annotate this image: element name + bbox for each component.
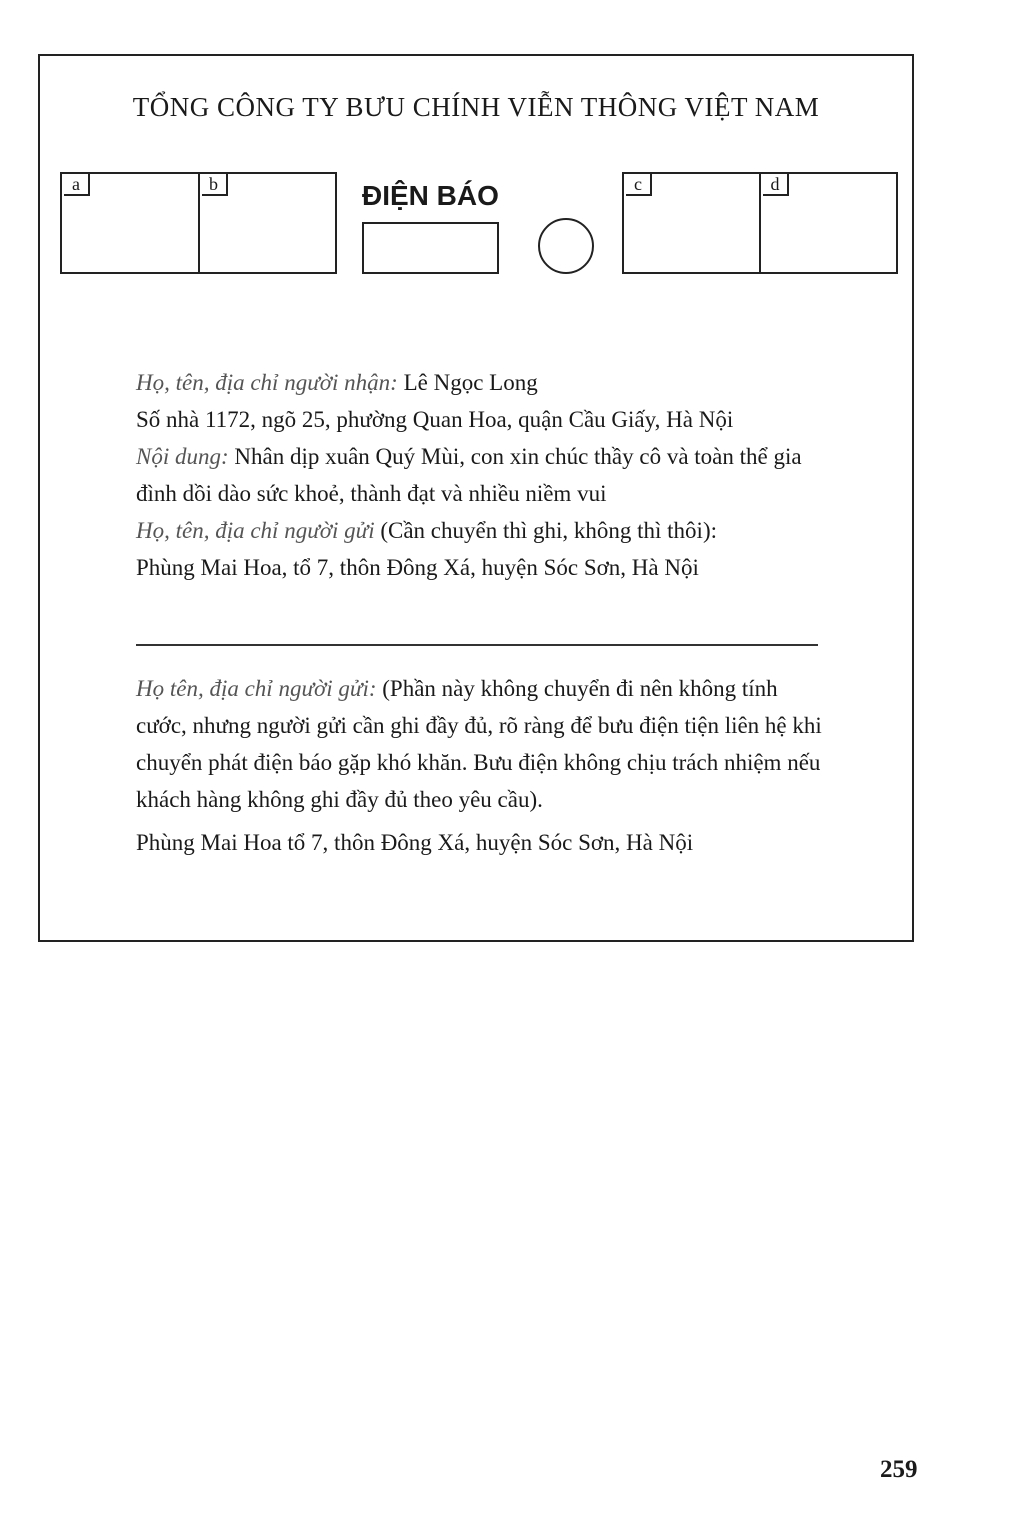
organization-title: TỔNG CÔNG TY BƯU CHÍNH VIỄN THÔNG VIỆT NAM [132,92,820,122]
sender-forward-value: Phùng Mai Hoa, tổ 7, thôn Đông Xá, huyện Sóc Sơn, Hà Nội [136,555,699,580]
box-c [624,174,759,272]
telegram-code-box [362,222,499,274]
telegram-heading: ĐIỆN BÁO [362,180,499,211]
telegram-form [38,54,914,942]
telegram-body [136,364,826,586]
box-b-label: b [202,174,228,196]
sender-forward-note: (Cần chuyển thì ghi, không thì thôi): [374,518,717,543]
right-code-boxes [622,172,898,274]
section-divider [136,644,818,646]
sender-forward-line [136,512,826,549]
recipient-address: Số nhà 1172, ngõ 25, phường Quan Hoa, quận Cầu Giấy, Hà Nội [136,407,734,432]
box-d-label: d [763,174,789,196]
recipient-name: Lê Ngọc Long [397,370,538,395]
sender-record-line [136,670,826,818]
box-d [759,174,896,272]
box-b [198,174,336,272]
message-content [136,438,826,512]
recipient-line [136,364,826,401]
box-c-label: c [626,174,652,196]
page-number: 259 [880,1456,918,1483]
sender-record-label: Họ tên, địa chỉ người gửi: [136,676,377,701]
sender-record-note: (Phần này không chuyển đi nên không tính cước, nhưng người gửi cần ghi đầy đủ, rõ ràng để bưu điện tiện liên hệ khi chuyển phát điện báo gặp khó khăn. Bưu điện không chịu trách nhiệm nếu khách hàng không ghi đầy đủ theo yêu cầu). [136,676,822,812]
left-code-boxes [60,172,337,274]
content-label: Nội dung: [136,444,229,469]
box-a-label: a [64,174,90,196]
sender-forward-label: Họ, tên, địa chỉ người gửi [136,518,375,543]
content-text: Nhân dịp xuân Quý Mùi, con xin chúc thầy cô và toàn thể gia đình dồi dào sức khoẻ, thành đạt và nhiều niềm vui [136,444,802,506]
recipient-label: Họ, tên, địa chỉ người nhận: [136,370,398,395]
stamp-circle [538,218,594,274]
box-a [62,174,198,272]
sender-record-value: Phùng Mai Hoa tổ 7, thôn Đông Xá, huyện Sóc Sơn, Hà Nội [136,830,694,855]
sender-record-section [136,670,826,861]
